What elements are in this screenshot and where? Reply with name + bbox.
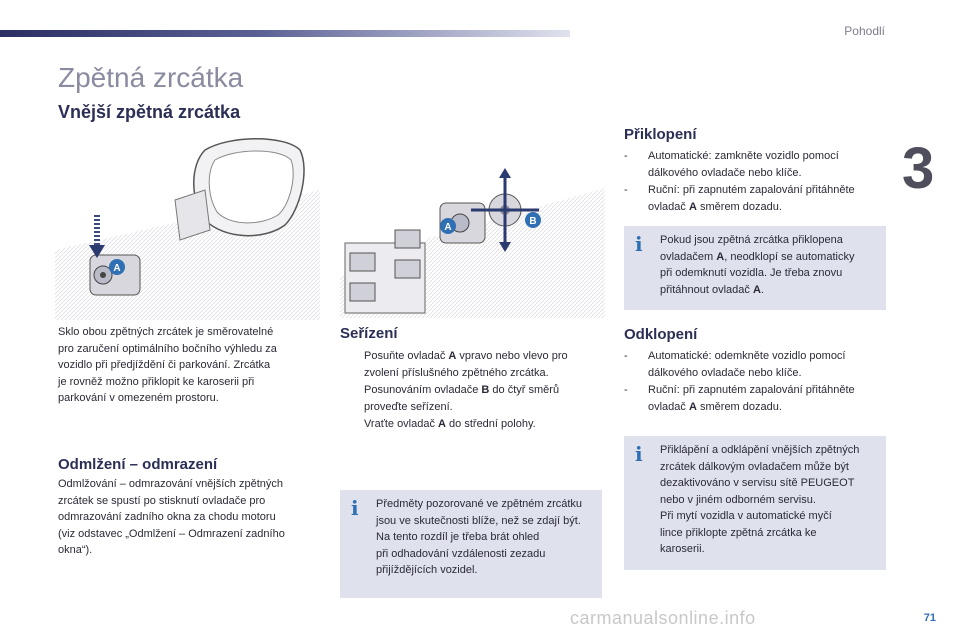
- intro-line: vozidlo při předjíždění či parkování. Zrcátka: [58, 359, 271, 371]
- intro-line: pro zaručení optimálního bočního výhledu za: [58, 342, 277, 355]
- intro-line: parkování v omezeném prostoru.: [58, 392, 219, 404]
- intro-paragraph: [58, 324, 318, 407]
- fold-heading: Přiklopení: [624, 126, 697, 143]
- list-item: Vraťte ovladač A do střední polohy.: [364, 418, 536, 430]
- defrost-paragraph: [58, 476, 318, 559]
- header-bar: [0, 30, 570, 37]
- list-item: - Ruční: při zapnutém zapalování přitáhněte ovladač A směrem dozadu.: [624, 184, 855, 213]
- info-icon: i: [635, 442, 643, 466]
- watermark: carmanualsonline.info: [570, 608, 756, 628]
- callout-a: A: [113, 263, 121, 274]
- list-item: Posunováním ovladače B do čtyř směrů proveďte seřízení.: [364, 384, 560, 413]
- intro-line: Sklo obou zpětných zrcátek je směrovatelné: [58, 326, 274, 338]
- defrost-line: okna“).: [58, 544, 93, 556]
- mirror-switch-illustration: [55, 130, 320, 320]
- adjust-heading: Seřízení: [340, 325, 398, 342]
- info-box-mirror: i Předměty pozorované ve zpětném zrcátku jsou ve skutečnosti blíže, než se zdají být. Na tento rozdíl je třeba brát ohled při odhadování vzdálenosti zezadu přijíždějících vozidel.: [340, 490, 602, 598]
- info-icon: i: [351, 496, 359, 520]
- defrost-line: zrcátek se spustí po stisknutí ovladače pro: [58, 494, 266, 507]
- list-item: - Automatické: zamkněte vozidlo pomocí dálkového ovladače nebo klíče.: [624, 150, 839, 179]
- unfold-heading: Odklopení: [624, 326, 698, 343]
- defrost-line: (viz odstavec „Odmlžení – Odmrazení zadního: [58, 527, 285, 540]
- adjust-list: [340, 348, 605, 434]
- defrost-line: odmrazování zadního okna za chodu motoru: [58, 511, 276, 523]
- callout-b: B: [529, 216, 537, 227]
- switch-panel-illustration: [340, 168, 605, 320]
- fold-list: [624, 148, 889, 216]
- defrost-line: Odmlžování – odmrazování vnějších zpětných: [58, 478, 284, 490]
- page-number: 71: [923, 612, 936, 624]
- page-title: Zpětná zrcátka: [58, 62, 244, 93]
- unfold-list: [624, 348, 889, 416]
- section-label: Pohodlí: [844, 24, 885, 38]
- list-item: - Automatické: odemkněte vozidlo pomocí dálkového ovladače nebo klíče.: [624, 350, 846, 379]
- chapter-number: 3: [902, 136, 935, 201]
- info-icon: i: [635, 232, 643, 256]
- defrost-heading: Odmlžení – odmrazení: [58, 456, 218, 473]
- info-box-unfold: i Přiklápění a odklápění vnějších zpětných zrcátek dálkovým ovladačem může být dezaktivováno v servisu sítě PEUGEOT nebo v jiném odborném servisu. Při mytí vozidla v automatické myčí lince přiklopte zpětná zrcátka ke karoserii.: [624, 436, 886, 570]
- info-box-fold: i Pokud jsou zpětná zrcátka přiklopena ovladačem A, neodklopí se automaticky při odemknutí vozidla. Je třeba znovu přitáhnout ovladač A.: [624, 226, 886, 310]
- intro-line: je rovněž možno přiklopit ke karoserii při: [58, 375, 255, 388]
- section-subtitle: Vnější zpětná zrcátka: [58, 102, 241, 122]
- list-item: - Ruční: při zapnutém zapalování přitáhněte ovladač A směrem dozadu.: [624, 384, 855, 413]
- callout-a: A: [444, 222, 452, 233]
- list-item: Posuňte ovladač A vpravo nebo vlevo pro zvolení příslušného zpětného zrcátka.: [364, 350, 568, 379]
